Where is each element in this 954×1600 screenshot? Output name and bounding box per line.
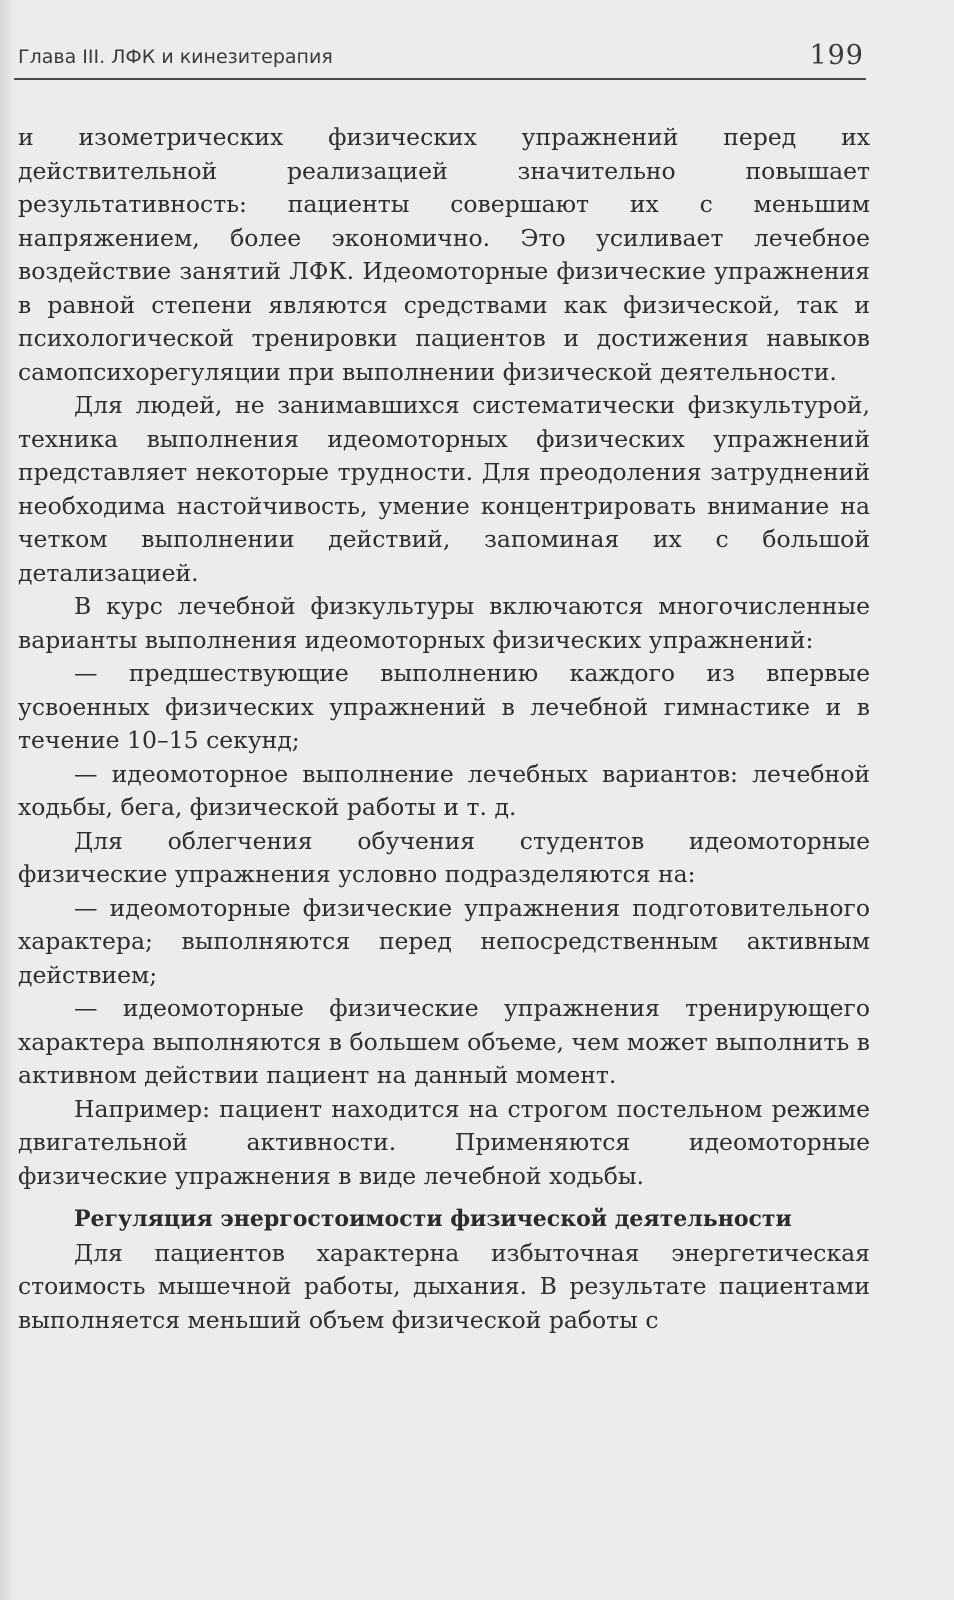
page-number: 199: [809, 40, 864, 71]
paragraph: Для пациентов характерна избыточная энергетическая стоимость мышечной работы, дыхания. В результате пациентами выполняется меньший объем физической работы с: [18, 1238, 870, 1334]
list-item: — предшествующие выполнению каждого из впервые усвоенных физических упражнений в лечебной гимнастике и в течение 10–15 секунд;: [18, 659, 870, 754]
body-text: [18, 121, 870, 1337]
paragraph: В курс лечебной физкультуры включаются многочисленные варианты выполнения идеомоторных физических упражнений:: [18, 592, 870, 654]
header-rule: [14, 78, 866, 80]
list-item: — идеомоторное выполнение лечебных вариантов: лечебной ходьбы, бега, физической работы и т. д.: [18, 759, 870, 821]
paragraph: Например: пациент находится на строгом постельном режиме двигательной активности. Применяются идеомоторные физические упражнения в виде лечебной ходьбы.: [18, 1094, 870, 1190]
list-item: — идеомоторные физические упражнения тренирующего характера выполняются в большем объеме, чем может выполнить в активном действии пациент на данный момент.: [18, 994, 870, 1089]
paragraph: Для облегчения обучения студентов идеомоторные физические упражнения условно подразделяются на:: [18, 826, 870, 888]
paragraph: и изометрических физических упражнений перед их действительной реализацией значительно повышает результативность: пациенты совершают их с меньшим напряжением, более экономично. Это усиливает лечебное воздействие занятий ЛФК. Идеомоторные физические упражнения в равной степени являются средствами как физической, так и психологической тренировки пациентов и достижения навыков самопсихорегуляции при выполнении физической деятельности.: [18, 123, 870, 386]
list-item: — идеомоторные физические упражнения подготовительного характера; выполняются перед непосредственным активным действием;: [18, 893, 870, 989]
page-edge-shadow: [0, 0, 14, 1600]
chapter-title: Глава III. ЛФК и кинезитерапия: [18, 46, 333, 68]
running-head: [18, 40, 864, 74]
section-heading: Регуляция энергостоимости физической деятельности: [74, 1206, 792, 1232]
paragraph: Для людей, не занимавшихся систематически физкультурой, техника выполнения идеомоторных физических упражнений представляет некоторые трудности. Для преодоления затруднений необходима настойчивость, умение концентрировать внимание на четком выполнении действий, запоминая их с большой детализацией.: [18, 391, 870, 587]
